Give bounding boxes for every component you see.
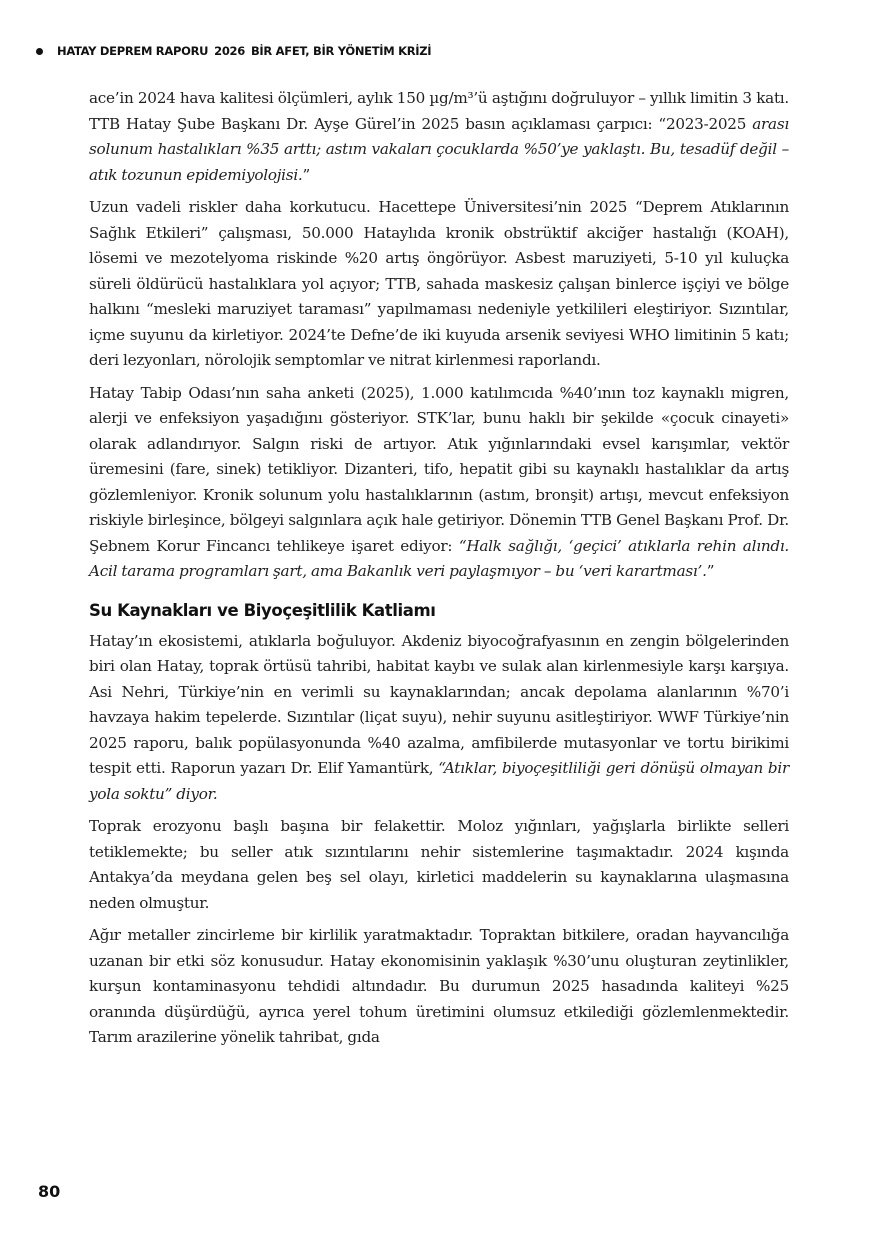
- paragraph-air-quality: [89, 86, 789, 188]
- quote-close: ”: [302, 165, 311, 184]
- bullet-icon: [36, 48, 43, 55]
- running-header: [36, 44, 431, 58]
- paragraph-text: Hatay’ın ekosistemi, atıklarla boğuluyor. Akdeniz biyocoğrafyasının en zengin bölgelerinden biri olan Hatay, toprak örtüsü tahribi, habitat kaybı ve sulak alan kirlenmesiyle karşı karşıya. Asi Nehri, Türkiye’nin en verimli su kaynaklarından; ancak depolama alanlarının %70’i havzaya hakim tepelerde. Sızıntılar (liçat suyu), nehir suyunu asitleştiriyor. WWF Türkiye’nin 2025 raporu, balık popülasyonunda %40 azalma, amfibilerde mutasyonlar ve tortu birikimi tespit etti. Raporun yazarı Dr. Elif Yamantürk,: [89, 631, 789, 777]
- page-number: 80: [38, 1182, 61, 1201]
- page-body: [89, 86, 789, 1058]
- quote-text: “Atıklar, biyoçeşitliliği geri dönüşü olmayan bir yola soktu” diyor.: [89, 759, 789, 803]
- quote-text: arası solunum hastalıkları %35 arttı; astım vakaları çocuklarda %50’ye yaklaştı. Bu, tesadüf değil – atık tozunun epidemiyolojisi.: [89, 114, 789, 184]
- quote-text: “Halk sağlığı, ‘geçici’ atıklarla rehin alındı. Acil tarama programları şart, ama Bakanlık veri paylaşmıyor – bu ‘veri karartması’.: [89, 536, 790, 580]
- paragraph-ecosystem: [89, 629, 789, 808]
- section-heading: Su Kaynakları ve Biyoçeşitlilik Katliamı: [89, 600, 436, 620]
- paragraph-erosion: Toprak erozyonu başlı başına bir felakettir. Moloz yığınları, yağışlarla birlikte selleri tetiklemekte; bu seller atık sızıntılarını nehir sistemlerine taşımaktadır. 2024 kışında Antakya’da meydana gelen beş sel olayı, kirletici maddelerin su kaynaklarına ulaşmasına neden olmuştur.: [89, 817, 789, 912]
- paragraph-heavy-metals: Ağır metaller zincirleme bir kirlilik yaratmaktadır. Topraktan bitkilere, oradan hayvancılığa uzanan bir etki söz konusudur. Hatay ekonomisinin yaklaşık %30’unu oluşturan zeytinlikler, kurşun kontaminasyonu tehdidi altındadır. Bu durumun 2025 hasadında kaliteyi %25 oranında düşürdüğü, ayrıca yerel tohum üretimini olumsuz etkilediği gözlemlenmektedir. Tarım arazilerine yönelik tahribat, gıda: [89, 926, 789, 1046]
- report-title: HATAY DEPREM RAPORU: [57, 44, 209, 58]
- paragraph-text: Hatay Tabip Odası’nın saha anketi (2025), 1.000 katılımcıda %40’ının toz kaynaklı migren, alerji ve enfeksiyon yaşadığını gösteriyor. STK’lar, bunu haklı bir şekilde «çocuk cinayeti» olarak adlandırıyor. Salgın riski de artıyor. Atık yığınlarındaki evsel karışımlar, vektör üremesini (fare, sinek) tetikliyor. Dizanteri, tifo, hepatit gibi su kaynaklı hastalıklar da artış gözlemleniyor. Kronik solunum yolu hastalıklarının (astım, bronşit) artışı, mevcut enfeksiyon riskiyle birleşince, bölgeyi salgınlara açık hale getiriyor. Dönemin TTB Genel Başkanı Prof. Dr. Şebnem Korur Fincancı tehlikeye işaret ediyor:: [89, 383, 789, 555]
- report-year: 2026: [214, 44, 245, 58]
- paragraph-field-survey: [89, 381, 789, 585]
- quote-close: ”: [706, 562, 715, 580]
- report-subtitle: BİR AFET, BİR YÖNETİM KRİZİ: [250, 44, 432, 58]
- paragraph-text: ace’in 2024 hava kalitesi ölçümleri, aylık 150 µg/m³’ü aştığını doğruluyor – yıllık limitin 3 katı. TTB Hatay Şube Başkanı Dr. Ayşe Gürel’in 2025 basın açıklaması çarpıcı: “2023-2025: [89, 89, 789, 133]
- paragraph-long-term-risks: Uzun vadeli riskler daha korkutucu. Hacettepe Üniversitesi’nin 2025 “Deprem Atıklarının Sağlık Etkileri” çalışması, 50.000 Hataylıda kronik obstrüktif akciğer hastalığı (KOAH), lösemi ve mezotelyoma riskinde %20 artış öngörüyor. Asbest maruziyeti, 5-10 yıl kuluçka süreli öldürücü hastalıklara yol açıyor; TTB, sahada maskesiz çalışan binlerce işçiyi ve bölge halkını “mesleki maruziyet taraması” yapılmaması nedeniyle yetkilileri eleştiriyor. Sızıntılar, içme suyunu da kirletiyor. 2024’te Defne’de iki kuyuda arsenik seviyesi WHO limitinin 5 katı; deri lezyonları, nörolojik semptomlar ve nitrat kirlenmesi raporlandı.: [89, 198, 789, 369]
